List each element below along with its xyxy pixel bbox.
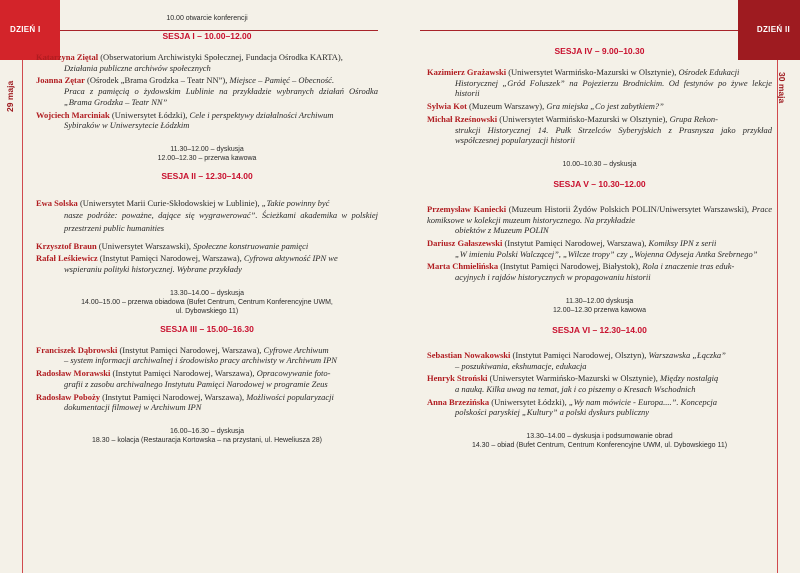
speaker-name: Sebastian Nowakowski [427,349,511,360]
talk-title: Działania publiczne archiwów społecznych [64,62,211,73]
day-one-label: DZIEŃ I [10,25,41,34]
speaker-affiliation: (Uniwersytet Warmińsko-Mazurski w Olsztynie), [506,67,677,77]
program-entry [36,198,378,235]
talk-title: Warszawska „Łączka” [646,349,726,360]
speaker-name: Marta Chmielińska [427,261,499,272]
talk-title-cont: Sybiraków w Uniwersytecie Łódzkim [64,120,190,131]
talk-title: Cele i perspektywy działalności Archiwum [187,109,334,120]
speaker-name: Kazimierz Grażawski [427,67,507,77]
speaker-name: Ewa Solska [36,197,78,208]
break-line: 10.00–10.30 – dyskusja [562,160,637,168]
speaker-affiliation: (Instytut Pamięci Narodowej, Warszawa), [110,368,255,379]
session-header: SESJA VI – 12.30–14.00 [552,324,647,335]
program-entry [36,253,378,274]
speaker-name: Radosław Morawski [36,368,111,379]
talk-title-cont: polskości paryskiej „Kultury” a polski dyskurs publiczny [455,407,650,418]
program-entry [36,392,378,413]
talk-title-cont: – poszukiwania, ekshumacje, edukacja [455,360,587,371]
talk-title-cont: acyjnych i rajdów historycznych w propagowaniu historii [455,272,651,283]
speaker-affiliation: (Muzeum Warszawy), [466,101,545,112]
talk-title-cont: Historycznej „Gród Foluszek” na Pojezierzu Brodnickim. Od festynów po żywe lekcje historii [455,77,772,99]
program-entry [427,67,772,99]
talk-title: Grupa Rekon- [667,113,718,124]
talk-title-cont: „W imieniu Polski Walczącej”, „Wilcze tropy” czy „Wojenna Odyseja Antka Srebrnego” [455,248,758,259]
program-entry [36,241,378,252]
talk-title: Prace komiksowe w kolekcji muzeum historycznego. Na przykładzie [427,203,772,225]
speaker-name: Przemysław Kaniecki [427,203,507,214]
talk-title-cont: Praca z pamięcią o żydowskim Lublinie na przykładzie wybranych działań Ośrodka „Brama Grodzka – Teatr NN” [64,86,378,107]
day-two-date: 30 maja [777,72,787,104]
day-one-program [36,14,378,445]
program-entry [427,204,772,236]
talk-title-cont: – system informacji archiwalnej i środowisko pracy archiwisty w Archiwum IPN [64,355,337,366]
talk-title: Społeczne konstruowanie pamięci [190,240,309,251]
talk-title: Miejsce – Pamięć – Obecność. [227,75,335,86]
opening-time: 10.00 otwarcie konferencji [166,15,248,22]
speaker-name: Michał Rześnowski [427,113,498,124]
talk-title: Gra miejska „Co jest zabytkiem?” [544,101,664,112]
program-entry [36,52,378,73]
break-line: 14.30 – obiad (Bufet Centrum, Centrum Konferencyjne UWM, ul. Dybowskiego 11) [471,442,728,450]
speaker-affiliation: (Instytut Pamięci Narodowej, Warszawa), [502,238,647,249]
speaker-affiliation: (Instytut Pamięci Narodowej, Warszawa), [117,344,262,355]
day-two-program [427,46,772,450]
talk-title-cont: nasze podróże: poważne, dające się wygrawerować”. Ścieżkami akademika w polskiej przestrzeni public humanities [64,209,378,233]
session-header: SESJA III – 15.00–16.30 [160,323,254,334]
speaker-affiliation: (Instytut Pamięci Narodowej, Olsztyn), [510,349,647,360]
talk-title: Możliwości popularyzacji [244,391,334,402]
talk-title: Opracowywanie foto- [254,368,331,379]
session-header: SESJA V – 10.30–12.00 [553,178,646,189]
speaker-affiliation: (Instytut Pamięci Narodowej, Warszawa), [100,391,245,402]
session-header: SESJA II – 12.30–14.00 [161,170,253,181]
right-top-rule [420,30,738,31]
program-entry [36,345,378,366]
session-header: SESJA I – 10.00–12.00 [162,31,252,41]
speaker-affiliation: (Uniwersytet Warmińsko-Mazurski w Olsztynie), [487,373,658,384]
talk-title: Cyfrowe Archiwum [261,344,329,355]
talk-title: Cyfrowa aktywność IPN we [241,253,338,264]
program-entry [36,368,378,389]
program-entry [427,114,772,146]
talk-title: Rola i znaczenie tras eduk- [640,261,735,272]
speaker-affiliation: (Instytut Pamięci Narodowej, Białystok), [498,261,641,272]
program-entry [427,261,772,282]
break-line: ul. Dybowskiego 11) [175,307,239,315]
break-line: 14.00–15.00 – przerwa obiadowa (Bufet Centrum, Centrum Konferencyjne UWM, [81,298,333,306]
right-rail [777,60,778,573]
session-header: SESJA IV – 9.00–10.30 [554,46,645,56]
break-line: 16.00–16.30 – dyskusja [170,427,244,435]
talk-title-cont: wspieraniu polityki historycznej. Wybrane przykłady [64,264,242,275]
break-line: 12.00–12.30 przerwa kawowa [552,306,646,314]
speaker-name: Radosław Poboży [36,391,100,402]
talk-title: „Wy nam mówicie - Europa....”. Koncepcja [566,396,718,407]
program-entry [36,75,378,107]
talk-title: Komiksy IPN z serii [646,238,717,249]
program-entry [427,238,772,259]
speaker-affiliation: (Uniwersytet Warszawski), [96,240,191,251]
talk-title: Między nostalgią [657,373,719,384]
break-line: 18.30 – kolacja (Restauracja Kortowska – na przystani, ul. Heweliusza 28) [92,436,322,444]
talk-title: Ośrodek Edukacji [676,67,740,77]
speaker-name: Rafał Leśkiewicz [36,253,98,264]
left-rail [22,60,23,573]
speaker-name: Sylwia Kot [427,101,467,112]
speaker-name: Dariusz Gałaszewski [427,238,503,249]
speaker-name: Franciszek Dąbrowski [36,344,118,355]
speaker-name: Anna Brzezińska [427,396,490,407]
speaker-affiliation: (Uniwersytet Warmińsko-Mazurski w Olsztynie), [497,113,668,124]
day-one-date: 29 maja [5,80,15,112]
day-two-label: DZIEŃ II [756,25,790,34]
program-entry [36,110,378,131]
speaker-affiliation: (Instytut Pamięci Narodowej, Warszawa), [97,253,242,264]
talk-title-cont: obiektów z Muzeum POLIN [455,225,549,236]
speaker-name: Katarzyna Ziętal [36,52,99,62]
speaker-affiliation: (Obserwatorium Archiwistyki Społecznej, Fundacja Ośrodka KARTA), [98,52,343,62]
break-line: 13.30–14.00 – dyskusja i podsumowanie obrad [526,433,673,441]
talk-title: „Takie powinny być [259,197,330,208]
speaker-affiliation: (Ośrodek „Brama Grodzka – Teatr NN”), [84,75,228,86]
talk-title-cont: strukcji Historycznej 14. Pułk Strzelców Syberyjskich z Prasnysza jako przykład współczesnej popularyzacji historii [455,124,772,146]
talk-title-cont: dokumentacji filmowej w Archiwum IPN [64,402,202,413]
break-line: 11.30–12.00 – dyskusja [170,145,244,153]
break-line: 12.00–12.30 – przerwa kawowa [157,154,257,162]
talk-title-cont: grafii z zasobu archiwalnego Instytutu Pamięci Narodowej w programie Zeus [64,378,328,389]
speaker-name: Wojciech Marciniak [36,109,110,120]
speaker-name: Joanna Zętar [36,75,85,86]
program-entry [427,397,772,418]
speaker-affiliation: (Uniwersytet Łódzki), [489,396,567,407]
speaker-affiliation: (Uniwersytet Łódzki), [109,109,188,120]
speaker-name: Krzysztof Braun [36,240,97,251]
break-line: 13.30–14.00 – dyskusja [170,289,244,297]
program-entry [427,101,772,112]
break-line: 11.30–12.00 dyskusja [565,297,634,305]
program-entry [427,373,772,394]
program-entry [427,350,772,371]
speaker-affiliation: (Muzeum Historii Żydów Polskich POLIN/Uniwersytet Warszawski), [506,203,750,214]
speaker-name: Henryk Stroński [427,373,488,384]
talk-title-cont: a nauką. Kilka uwag na temat, jak i co piszemy o Kresach Wschodnich [455,383,696,394]
speaker-affiliation: (Uniwersytet Marii Curie-Skłodowskiej w Lublinie), [77,197,260,208]
